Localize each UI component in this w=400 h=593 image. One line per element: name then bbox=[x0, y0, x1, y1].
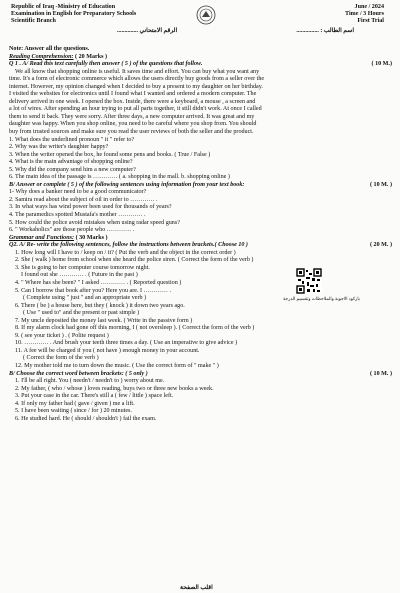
question-item: 4. The paramedics spotted Mustafa's mother ………… . bbox=[9, 212, 146, 219]
ministry-seal-icon bbox=[196, 5, 216, 25]
question-item: 3. She is going to her computer course tomorrow night. bbox=[15, 264, 150, 271]
question-item: 1. How long will I have to / keep on / it? ( Put the verb and the object in the correct order ) bbox=[15, 249, 236, 256]
question-item: 2. She ( walk ) home from school when she heard the police siren. ( Correct the form of the verb ) bbox=[15, 257, 254, 264]
question-item: 2. My father, ( who / whose ) loves reading, buys two or three new books a week. bbox=[15, 385, 214, 392]
question-item: 11. A fee will be charged if you ( not have ) enough money in your account. bbox=[15, 347, 200, 354]
q1b-marks: ( 10 M. ) bbox=[370, 181, 392, 188]
question-item: 7. My uncle deposited the money last week. ( Write in the passive form ) bbox=[15, 317, 193, 324]
question-item: ( Complete using " just " and an appropriate verb ) bbox=[23, 295, 147, 302]
question-item: 1. What does the underlined pronoun " it " refer to? bbox=[9, 136, 135, 143]
passage-line: I visited the websites for electronics until I found what I wanted and ordered a modern computer. The bbox=[9, 91, 257, 98]
passage-line: time. It's a form of electronic commerce which allows the users directly buy goods from a seller over the bbox=[9, 76, 265, 83]
passage-line: delivery arrived in one week. I opened the box. Inside, there were a keyboard, a mouse , a screen and bbox=[9, 98, 256, 105]
question-item: 6. There ( be ) a house here, but they ( knock ) it down two years ago. bbox=[15, 302, 185, 309]
q2b-heading bbox=[9, 371, 392, 379]
reading-passage bbox=[9, 69, 392, 137]
question-item: 3. Put your case in the car. There's still a ( few / little ) space left. bbox=[15, 393, 174, 400]
q1a-label: Q 1 . A/ Read this text carefully then answer ( 5 ) of the questions that follow. bbox=[9, 61, 203, 68]
note: Note: Answer all the questions. bbox=[9, 46, 90, 52]
question-item: 5. How could the police avoid mistakes when using radar speed guns? bbox=[9, 219, 180, 226]
header-right bbox=[345, 4, 384, 25]
question-item: 10. ………… . And brush your teeth three times a day. ( Use an imperative to give advice ) bbox=[15, 340, 238, 347]
q2a-marks: ( 20 M. ) bbox=[370, 242, 392, 249]
reading-title: Reading Comprehension: bbox=[9, 53, 74, 60]
grammar-title: Grammar and Functions: bbox=[9, 234, 75, 241]
question-item: 6. The main idea of the passage is ………… ( a. shopping in the mall. b. shopping online ) bbox=[9, 174, 230, 181]
q1a-marks: ( 10 M.) bbox=[371, 61, 392, 68]
header-branch: Scientific Branch bbox=[11, 17, 56, 24]
q2b-items bbox=[9, 378, 392, 423]
q1a-questions bbox=[9, 137, 392, 182]
question-item: 8. If my alarm clock had gone off this morning, I ( not oversleep ). ( Correct the form of the verb ) bbox=[15, 325, 255, 332]
question-item: 1- Why does a banker need to be a good communicator? bbox=[9, 189, 147, 196]
header-country: Republic of Iraq -Ministry of Education bbox=[11, 4, 116, 10]
question-item: 2. Samira read about the subject of oil in order to ………… . bbox=[9, 196, 158, 203]
question-item: 6. He studied hard. He ( should / shouldn't ) fail the exam. bbox=[15, 415, 157, 422]
question-item: 9. ( see your ticket ) . ( Polite request ) bbox=[15, 332, 109, 339]
header-time: Time / 3 Hours bbox=[345, 10, 384, 17]
question-item: 5. Can I borrow that book after you? Here you are. I ………… . bbox=[15, 287, 172, 294]
passage-line: them to send it back. They were sorry. After three days, a new computer arrived. It was great and my bbox=[9, 113, 255, 120]
q2b-label: B/ Choose the correct word between brackets: ( 5 only ) bbox=[9, 370, 148, 377]
q1a-heading bbox=[9, 61, 392, 69]
reading-marks: ( 20 Marks ) bbox=[75, 53, 108, 60]
passage-line: a lot of wires. After spending an hour trying to put all parts together, it still didn't work. At once I called bbox=[9, 106, 262, 113]
q2a-label: Q2. A/ Re- write the following sentences, follow the instructions between brackets.( Choose 10 ) bbox=[9, 242, 248, 249]
q2a-heading bbox=[9, 242, 392, 250]
qr-caption: بازكود الاجوبة والملاحظات وتقسيم الدرجة bbox=[283, 296, 360, 301]
question-item: 4. " Where has she been? " I asked ………… . ( Reported question ) bbox=[15, 279, 182, 286]
question-item: 5. Why did the company send him a new computer? bbox=[9, 166, 136, 173]
q1b-label: B/ Answer or complete ( 5 ) of the following sentences using information from your text book: bbox=[9, 181, 245, 188]
passage-line: internet. However, my opinion changed when I decided to buy a present to my daughter on her birthday. bbox=[9, 83, 263, 90]
question-item: 3. When the writer opened the box, he found some pens and books. ( True / False ) bbox=[9, 151, 211, 158]
grammar-marks: ( 30 Marks ) bbox=[75, 234, 108, 241]
q2b-marks: ( 10 M. ) bbox=[370, 370, 392, 377]
header-left bbox=[11, 4, 136, 25]
student-name-field: اسم الطالب : ............... bbox=[296, 28, 354, 34]
question-item: 4. If only my father had ( gave / given ) me a lift. bbox=[15, 400, 135, 407]
question-item: 5. I have been waiting ( since / for ) 20 minutes. bbox=[15, 408, 132, 415]
question-item: ( Use " used to" and the present or past simple ) bbox=[23, 310, 140, 317]
question-item: 12. My mother told me to turn down the music. ( Use the correct form of " make " ) bbox=[15, 362, 219, 369]
question-item: 1. I'll be all right. You ( needn't / needn't to ) worry about me. bbox=[15, 378, 165, 385]
question-item: 3. In what ways has wind power been used for thousands of years? bbox=[9, 204, 172, 211]
reading-heading bbox=[9, 54, 392, 62]
qr-code-icon[interactable] bbox=[296, 268, 322, 294]
passage-line: buy from trusted sources and make sure you read the user reviews of both the seller and the product. bbox=[9, 129, 254, 136]
q1b-items bbox=[9, 189, 392, 234]
q2a-items bbox=[9, 250, 392, 371]
arabic-fields bbox=[9, 28, 392, 46]
question-item: 4. What is the main advantage of shopping online? bbox=[9, 159, 133, 166]
exam-number-field: الرقم الامتحاني .............. bbox=[117, 28, 178, 34]
passage-line: We all know that shopping online is useful. It saves time and effort. You can buy what you want any bbox=[15, 68, 260, 75]
question-item: 6. " Workaholics" are those people who ………… . bbox=[9, 227, 135, 234]
header-trial: First Trial bbox=[357, 17, 384, 24]
question-item: 2. Why was the writer's daughter happy? bbox=[9, 144, 109, 151]
question-item: ( Correct the form of the verb ) bbox=[23, 355, 99, 362]
passage-line: daughter was happy. When you shop online, you need to be careful where you shop from. You should bbox=[9, 121, 257, 128]
turn-page-note: اقلب الصفحة bbox=[180, 585, 213, 591]
header-date: June / 2024 bbox=[354, 4, 384, 10]
question-item: I found out she ………… . ( Future in the past ) bbox=[21, 272, 138, 279]
header-exam: Examination in English for Preparatory Schools bbox=[11, 10, 137, 17]
q1b-heading bbox=[9, 182, 392, 190]
